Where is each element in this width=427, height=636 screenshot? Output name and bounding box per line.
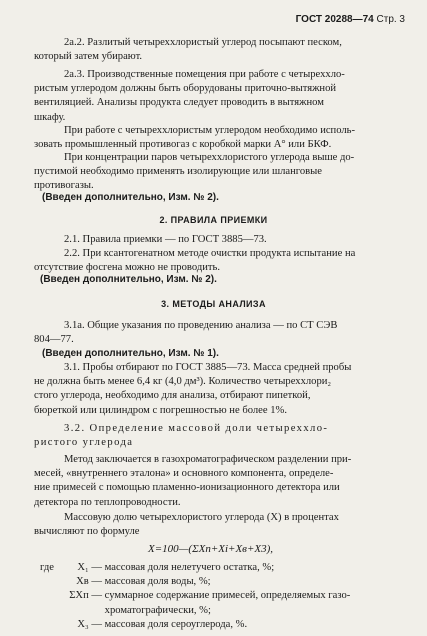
definitions-list <box>40 561 350 632</box>
amendment-note-2: (Введен дополнительно, Изм. № 2). <box>40 274 217 285</box>
paragraph-3-1: 3.1. Пробы отбирают по ГОСТ 3885—73. Масса средней пробы не должна быть менее 6,4 кг (4,0 дм³). Количество четыреххлори₂ стого углерода, необходимо для анализа, отбирают пипеткой, бюреткой или цилиндром с погрешностью не более 1%. <box>34 362 352 416</box>
amendment-note-1: (Введен дополнительно, Изм. № 2). <box>42 192 219 203</box>
paragraph-2a2: 2а.2. Разлитый четыреххлористый углерод посыпают песком, который затем убирают. <box>34 37 342 63</box>
definition-row: где X₁ — массовая доля нелетучего остатка, %; <box>40 562 275 573</box>
paragraph-3-2-heading: 3.2. Определение массовой доли четыреххло- ристого углерода <box>34 423 329 449</box>
definition-row: ΣXп — суммарное содержание примесей, определяемых газо- <box>69 590 351 602</box>
section-heading-2: 2. ПРАВИЛА ПРИЕМКИ <box>159 215 268 225</box>
definition-row: Xв — массовая доля воды, %; <box>76 576 211 588</box>
page-header <box>296 14 405 25</box>
header-page: Стр. 3 <box>376 14 405 25</box>
paragraph-mass-fraction: Массовую долю четырехлористого углерода (X) в процентах вычисляют по формуле <box>34 512 339 538</box>
paragraph-2-1: 2.1. Правила приемки — по ГОСТ 3885—73. <box>64 234 267 245</box>
paragraph-3-1a: 3.1а. Общие указания по проведению анализа — по СТ СЭВ 804—77. <box>34 320 338 346</box>
paragraph-concentration: При концентрации паров четыреххлористого углерода выше до- пустимой необходимо применять изолирующие или шланговые противогазы. <box>34 152 355 192</box>
section-heading-3: 3. МЕТОДЫ АНАЛИЗА <box>161 299 266 309</box>
paragraph-method: Метод заключается в газохроматографическом разделении при- месей, «внутреннего эталона» и основного компонента, определе- ние примесей с помощью пламенно-ионизационного детектора или детектора по теплопроводности. <box>34 454 352 508</box>
paragraph-2-2: 2.2. При ксантогенатном методе очистки продукта испытание на отсутствие фосгена можно не проводить. <box>34 248 356 274</box>
paragraph-2a3: 2а.3. Производственные помещения при работе с четыреххло- ристым углеродом должны быть оборудованы приточно-вытяжной вентиляцией. Анализы продукта следует проводить в вытяжном шкафу. <box>34 69 345 123</box>
paragraph-gas-mask: При работе с четыреххлористым углеродом необходимо исполь- зовать промышленный противогаз с коробкой марки А° или БКФ. <box>34 125 356 151</box>
definition-row: X₃ — массовая доля сероуглерода, %. <box>77 618 248 630</box>
header-title: ГОСТ 20288—74 <box>295 14 374 25</box>
formula: X=100—(ΣХп+Хi+Хв+Х3), <box>148 543 274 555</box>
definition-row: хроматографически, %; <box>104 604 211 616</box>
amendment-note-3: (Введен дополнительно, Изм. № 1). <box>42 348 219 359</box>
